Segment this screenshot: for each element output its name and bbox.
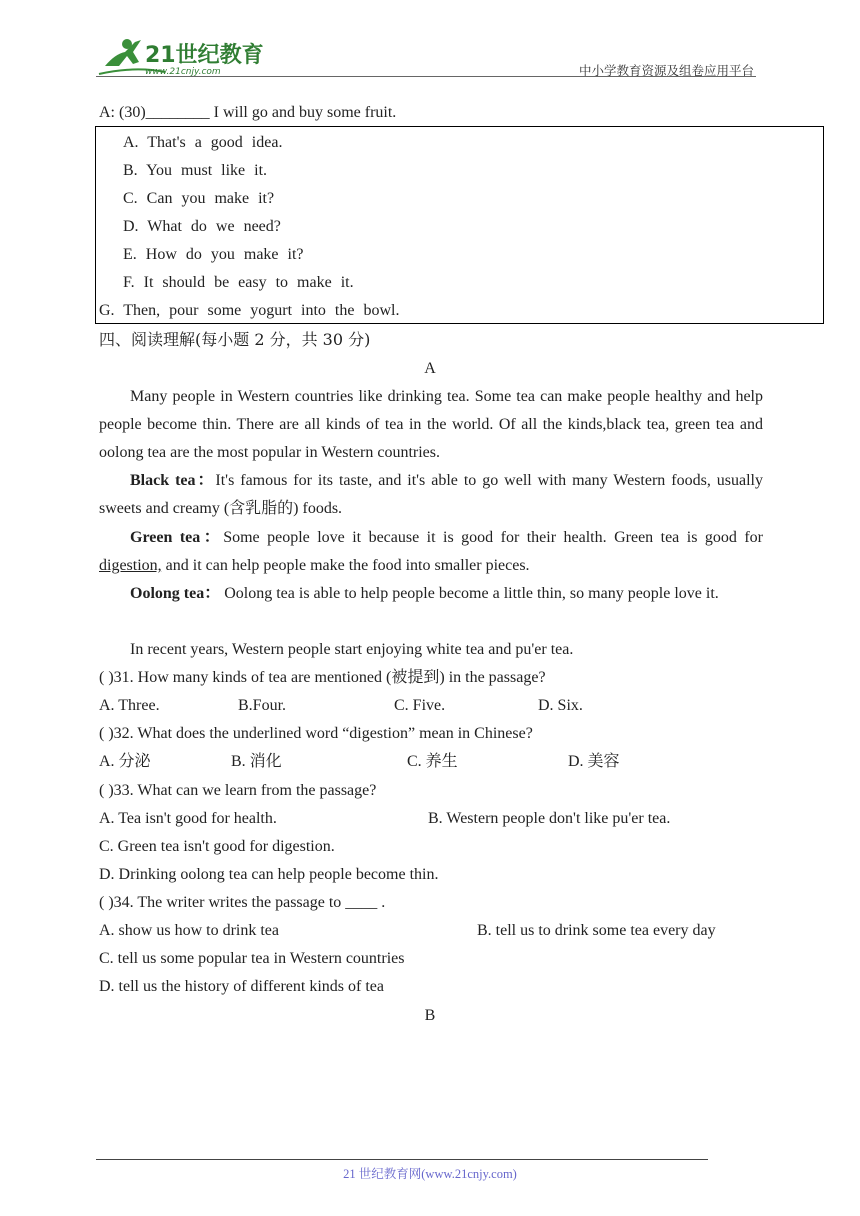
q34-option-c: C. tell us some popular tea in Western countries xyxy=(99,950,405,967)
q34-option-b: B. tell us to drink some tea every day xyxy=(477,922,716,939)
oolong-tea-body: Oolong tea is able to help people become a little thin, so many people love it. xyxy=(220,585,719,602)
q34-option-a: A. show us how to drink tea xyxy=(99,922,279,939)
paragraph-5: In recent years, Western people start enjoying white tea and pu'er tea. xyxy=(130,641,574,658)
q33-option-a: A. Tea isn't good for health. xyxy=(99,810,277,827)
oolong-tea-heading: Oolong tea： xyxy=(130,585,221,602)
green-tea-heading: Green tea： xyxy=(130,529,224,546)
green-tea-body-pre: Some people love it because it is good for their health. Green tea is good for xyxy=(223,529,763,546)
question-33: ( )33. What can we learn from the passage? xyxy=(99,782,377,799)
option-f: F. It should be easy to make it. xyxy=(123,274,354,291)
q32-option-b: B. 消化 xyxy=(231,753,282,770)
logo-text: 21世纪教育 xyxy=(145,43,264,68)
black-tea-body: It's famous for its taste, and it's able to go well with many Western foods, usually sweets and creamy (含乳脂的) foods. xyxy=(99,472,763,518)
q32-option-c: C. 养生 xyxy=(407,753,458,770)
underlined-word: digestion, xyxy=(99,557,162,575)
q33-option-d: D. Drinking oolong tea can help people become thin. xyxy=(99,866,439,883)
q32-option-d: D. 美容 xyxy=(568,753,620,770)
site-logo xyxy=(95,36,265,80)
green-tea-body-post: and it can help people make the food into smaller pieces. xyxy=(161,557,530,575)
logo-url-text: www.21cnjy.com xyxy=(145,67,221,77)
option-d: D. What do we need? xyxy=(123,218,281,235)
q31-option-b: B.Four. xyxy=(238,697,287,714)
paragraph-green-tea xyxy=(99,524,763,580)
question-32: ( )32. What does the underlined word “digestion” mean in Chinese? xyxy=(99,725,533,742)
passage-a-label: A xyxy=(424,360,436,377)
question-30: A: (30)________ I will go and buy some fruit. xyxy=(99,104,397,121)
footer-divider xyxy=(96,1159,708,1160)
paragraph-black-tea xyxy=(99,467,763,523)
paragraph-oolong-tea xyxy=(99,580,763,608)
q31-option-d: D. Six. xyxy=(538,697,583,714)
footer-link[interactable]: 21 世纪教育网(www.21cnjy.com) xyxy=(343,1167,517,1181)
black-tea-heading: Black tea： xyxy=(130,472,216,489)
q31-option-a: A. Three. xyxy=(99,697,160,714)
q34-option-d: D. tell us the history of different kinds of tea xyxy=(99,978,384,995)
option-c: C. Can you make it? xyxy=(123,190,275,207)
header-divider xyxy=(96,76,756,77)
option-e: E. How do you make it? xyxy=(123,246,304,263)
q32-option-a: A. 分泌 xyxy=(99,753,151,770)
question-34: ( )34. The writer writes the passage to ____ . xyxy=(99,894,386,911)
option-b: B. You must like it. xyxy=(123,162,268,179)
option-g: G. Then, pour some yogurt into the bowl. xyxy=(99,302,400,319)
header-platform-text: 中小学教育资源及组卷应用平台 xyxy=(578,63,754,78)
q33-option-b: B. Western people don't like pu'er tea. xyxy=(428,810,671,827)
paragraph-1: Many people in Western countries like drinking tea. Some tea can make people healthy and help people become thin. There are all kinds of tea in the world. Of all the kinds,black tea, green tea and oolong tea are the most popular in Western countries. xyxy=(99,388,763,462)
option-a: A. That's a good idea. xyxy=(123,134,283,151)
section-title: 四、阅读理解(每小题 2 分，共 30 分) xyxy=(99,330,371,349)
q33-option-c: C. Green tea isn't good for digestion. xyxy=(99,838,335,855)
q31-option-c: C. Five. xyxy=(394,697,446,714)
question-31: ( )31. How many kinds of tea are mentioned (被提到) in the passage? xyxy=(99,669,546,686)
passage-b-label: B xyxy=(424,1007,436,1024)
